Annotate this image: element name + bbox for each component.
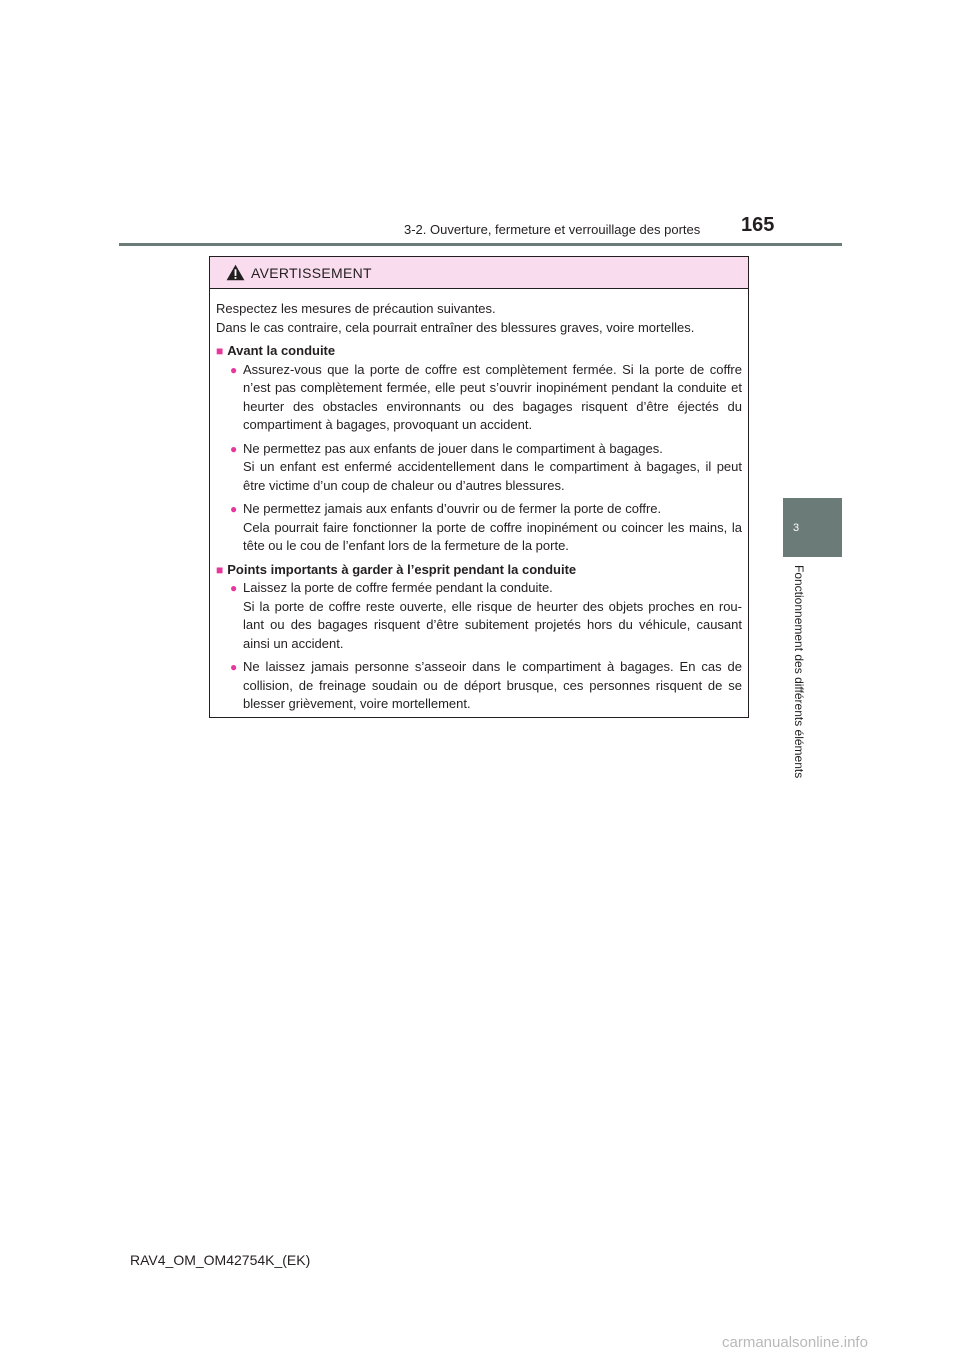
bullet-marker: ● [230, 362, 238, 377]
list-item [216, 500, 742, 556]
bullet-marker: ● [230, 441, 238, 456]
warning-header [210, 257, 748, 289]
section-marker: ■ [216, 344, 224, 358]
warning-title: AVERTISSEMENT [251, 264, 372, 281]
warning-box [209, 256, 749, 718]
side-tab [783, 498, 842, 557]
warning-triangle-icon [226, 264, 245, 281]
section-title-text: Points importants à garder à l’esprit pendant la conduite [227, 561, 577, 577]
list-item [216, 579, 742, 653]
item-text: Si un enfant est enfermé accidentellement dans le compartiment à bagages, il peut être victime d’un coup de chaleur ou d’autres blessures. [243, 459, 742, 493]
section-marker: ■ [216, 562, 224, 577]
section-title [216, 561, 742, 580]
item-text: Ne laissez jamais personne s’asseoir dans le compartiment à bagages. En cas de collision, de freinage soudain ou de déport brusque, ces personnes risquent de se blesser grièvement, voire mortellement. [243, 659, 742, 711]
item-text: Laissez la porte de coffre fermée pendant la conduite. [243, 580, 553, 595]
intro-line: Respectez les mesures de précaution suivantes. [216, 301, 496, 316]
section-title-text: Avant la conduite [227, 343, 336, 358]
watermark: carmanualsonline.info [722, 1334, 868, 1351]
list-item [216, 658, 742, 714]
item-text: Ne permettez pas aux enfants de jouer dans le compartiment à bagages. [243, 440, 663, 456]
warning-intro [216, 300, 742, 337]
item-text: Ne permettez jamais aux enfants d’ouvrir ou de fermer la porte de coffre. [243, 501, 662, 516]
header-rule [119, 243, 842, 246]
warning-body [210, 289, 748, 714]
section-title [216, 342, 742, 361]
list-item [216, 361, 742, 435]
item-text: Si la porte de coffre reste ouverte, elle risque de heurter des objets proches en rou-lant ou des bagages risquent d’être subitement projetés hors du véhicule, causant ainsi un accident. [243, 598, 742, 651]
chapter-title: 3-2. Ouverture, fermeture et verrouillage des portes [404, 222, 701, 237]
page-number: 165 [741, 214, 775, 236]
item-text: Cela pourrait faire fonctionner la porte de coffre inopinément ou coincer les mains, la tête ou le cou de l’enfant lors de la fermeture de la porte. [243, 519, 742, 553]
item-text: Assurez-vous que la porte de coffre est complètement fermée. Si la porte de coffre n’est pas complètement fermée, elle peut s’ouvrir inopinément pendant la conduite et heurter des obstacles environnants ou des bagages risquent d’être éjectés du compartiment à bagages, provoquant un accident. [243, 361, 742, 432]
bullet-marker: ● [230, 502, 238, 516]
bullet-marker: ● [230, 581, 238, 595]
intro-line: Dans le cas contraire, cela pourrait entraîner des blessures graves, voire mortelles. [216, 319, 695, 335]
side-tab-label: Fonctionnement des différents éléments [792, 565, 806, 779]
list-item [216, 440, 742, 496]
side-tab-number: 3 [793, 522, 800, 534]
document-code: RAV4_OM_OM42754K_(EK) [130, 1252, 311, 1268]
bullet-marker: ● [230, 660, 238, 674]
